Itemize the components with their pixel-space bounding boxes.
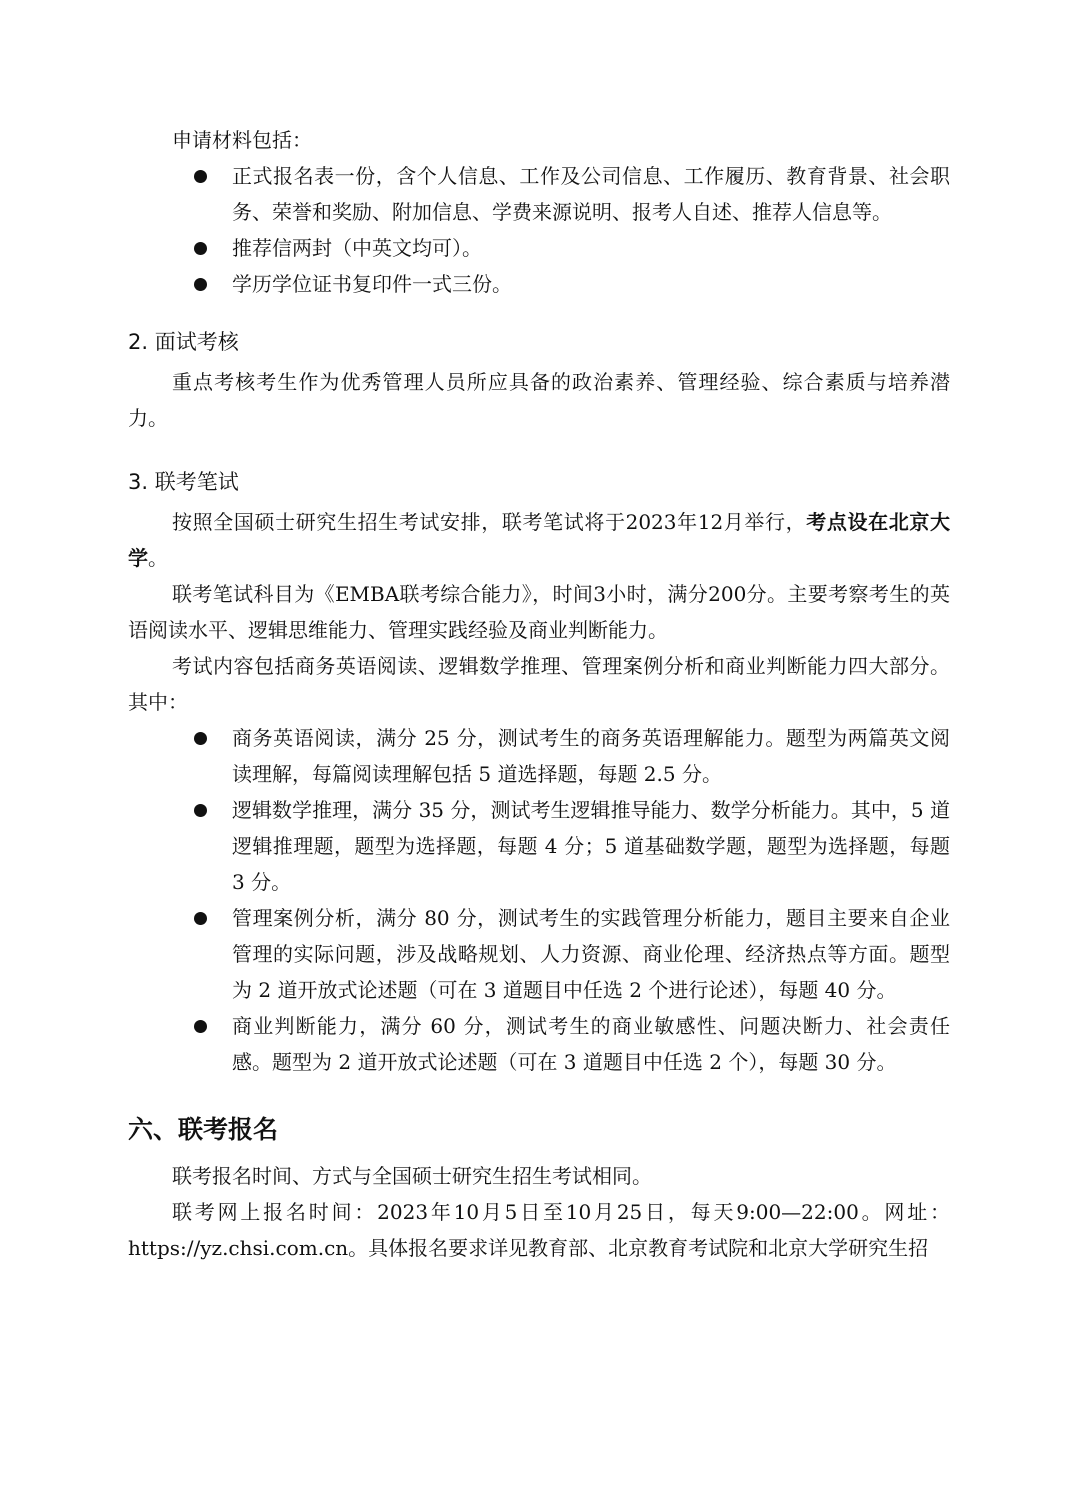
list-item-text: 管理案例分析，满分 80 分，测试考生的实践管理分析能力，题目主要来自企业管理的实际问题，涉及战略规划、人力资源、商业伦理、经济热点等方面。题型为 2 道开放式论述题（可在 3 道题目中任选 2 个进行论述），每题 40 分。 [232, 906, 950, 1002]
bullet-icon [194, 170, 207, 183]
list-item-text: 商业判断能力，满分 60 分，测试考生的商业敏感性、问题决断力、社会责任感。题型为 2 道开放式论述题（可在 3 道题目中任选 2 个），每题 30 分。 [232, 1014, 950, 1074]
list-item [128, 230, 950, 266]
exam-location-bold: 考点设在北京大学 [128, 510, 950, 570]
list-item [128, 266, 950, 302]
registration-paragraph-2: 联考网上报名时间：2023年10月5日至10月25日，每天9:00—22:00。网址：https://yz.chsi.com.cn。具体报名要求详见教育部、北京教育考试院和北京大学研究生招 [128, 1200, 950, 1260]
page-content [128, 122, 950, 1266]
written-p1-text: 按照全国硕士研究生招生考试安排，联考笔试将于2023年12月举行， [172, 510, 807, 534]
list-item [128, 158, 950, 230]
list-item-text: 逻辑数学推理，满分 35 分，测试考生逻辑推导能力、数学分析能力。其中，5 道逻辑推理题，题型为选择题，每题 4 分；5 道基础数学题，题型为选择题，每题 3 分。 [232, 798, 950, 894]
written-p1-end: 。 [148, 546, 168, 570]
list-item-text: 正式报名表一份，含个人信息、工作及公司信息、工作履历、教育背景、社会职务、荣誉和奖励、附加信息、学费来源说明、报考人自述、推荐人信息等。 [232, 164, 950, 224]
list-item [128, 720, 950, 792]
bullet-icon [194, 912, 207, 925]
written-exam-paragraph-1 [128, 504, 950, 576]
interview-heading: 2. 面试考核 [128, 330, 239, 354]
registration-paragraph-1: 联考报名时间、方式与全国硕士研究生招生考试相同。 [172, 1164, 652, 1188]
list-item [128, 1008, 950, 1080]
bullet-icon [194, 278, 207, 291]
list-item-text: 学历学位证书复印件一式三份。 [232, 272, 512, 296]
list-item-text: 商务英语阅读，满分 25 分，测试考生的商务英语理解能力。题型为两篇英文阅读理解，每篇阅读理解包括 5 道选择题，每题 2.5 分。 [232, 726, 950, 786]
written-exam-paragraph-2: 联考笔试科目为《EMBA联考综合能力》，时间3小时，满分200分。主要考察考生的英语阅读水平、逻辑思维能力、管理实践经验及商业判断能力。 [128, 582, 950, 642]
written-exam-heading: 3. 联考笔试 [128, 470, 239, 494]
bullet-icon [194, 1020, 207, 1033]
exam-sections-list [128, 720, 950, 1080]
interview-body: 重点考核考生作为优秀管理人员所应具备的政治素养、管理经验、综合素质与培养潜力。 [128, 370, 950, 430]
list-item-text: 推荐信两封（中英文均可）。 [232, 236, 482, 260]
written-exam-paragraph-3: 考试内容包括商务英语阅读、逻辑数学推理、管理案例分析和商业判断能力四大部分。其中： [128, 654, 950, 714]
list-item [128, 900, 950, 1008]
bullet-icon [194, 242, 207, 255]
materials-list [128, 158, 950, 302]
list-item [128, 792, 950, 900]
bullet-icon [194, 732, 207, 745]
bullet-icon [194, 804, 207, 817]
registration-heading: 六、联考报名 [128, 1115, 279, 1144]
materials-intro: 申请材料包括： [172, 128, 312, 152]
